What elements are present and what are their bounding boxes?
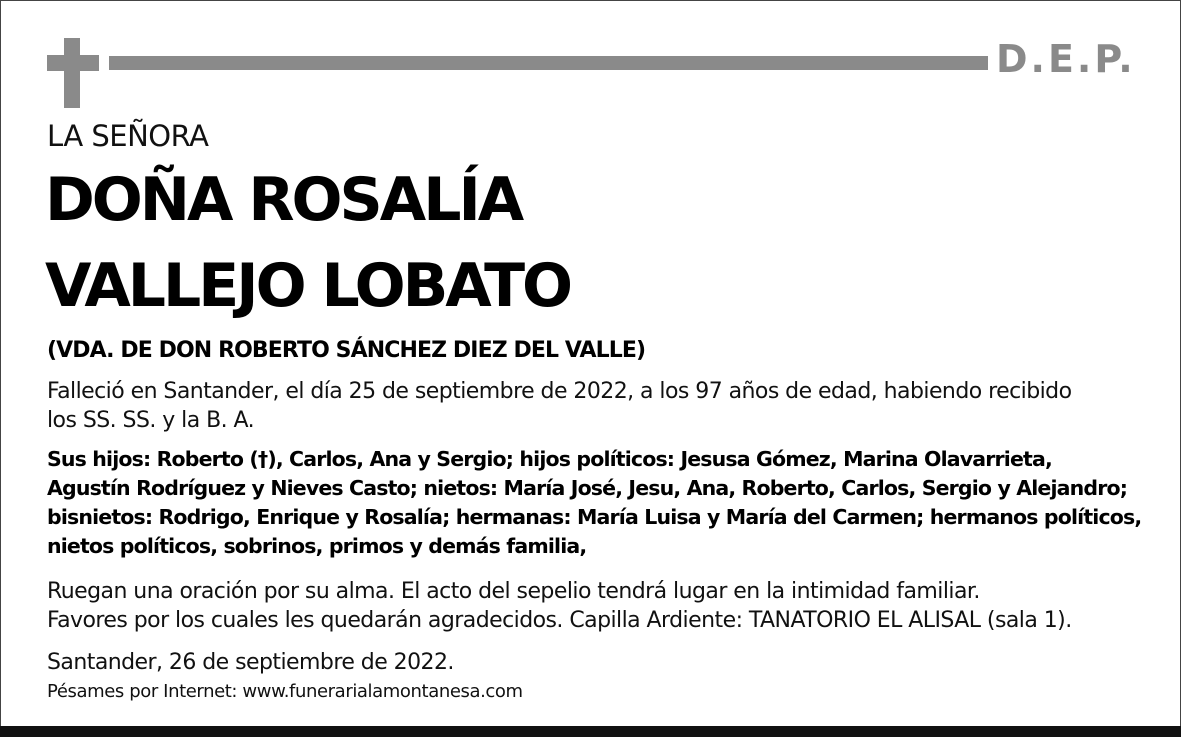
request-line: Favores por los cuales les quedarán agradecidos. Capilla Ardiente: TANATORIO EL ALISAL (sala 1). [47,608,1072,633]
family-line: Sus hijos: Roberto (†), Carlos, Ana y Sergio; hijos políticos: Jesusa Gómez, Marina Olavarrieta, [47,447,1052,471]
family-paragraph [47,445,1167,561]
death-notice-line: los SS. SS. y la B. A. [47,408,255,433]
family-line: Agustín Rodríguez y Nieves Casto; nietos: María José, Jesu, Ana, Roberto, Carlos, Sergio y Alejandro; [47,476,1128,500]
condolences-link-text: Pésames por Internet: www.funerarialamontanesa.com [47,681,523,702]
request-line: Ruegan una oración por su alma. El acto del sepelio tendrá lugar en la intimidad familiar. [47,579,980,604]
deceased-name-line-2: VALLEJO LOBATO [45,251,571,321]
request-paragraph [47,577,1167,635]
cross-icon [47,38,99,108]
title-prefix: LA SEÑORA [47,119,209,153]
bottom-bar [0,726,1181,737]
family-line: nietos políticos, sobrinos, primos y demás familia, [47,534,587,558]
death-notice-paragraph [47,377,1167,435]
dep-label: D.E.P. [996,37,1136,81]
death-notice-line: Falleció en Santander, el día 25 de septiembre de 2022, a los 97 años de edad, habiendo recibido [47,379,1072,404]
notice-date: Santander, 26 de septiembre de 2022. [47,650,454,675]
family-line: bisnietos: Rodrigo, Enrique y Rosalía; hermanas: María Luisa y María del Carmen; hermanos políticos, [47,505,1142,529]
deceased-name-line-1: DOÑA ROSALÍA [45,165,522,235]
header-rule [109,56,988,70]
widow-of-line: (VDA. DE DON ROBERTO SÁNCHEZ DIEZ DEL VALLE) [47,338,646,363]
